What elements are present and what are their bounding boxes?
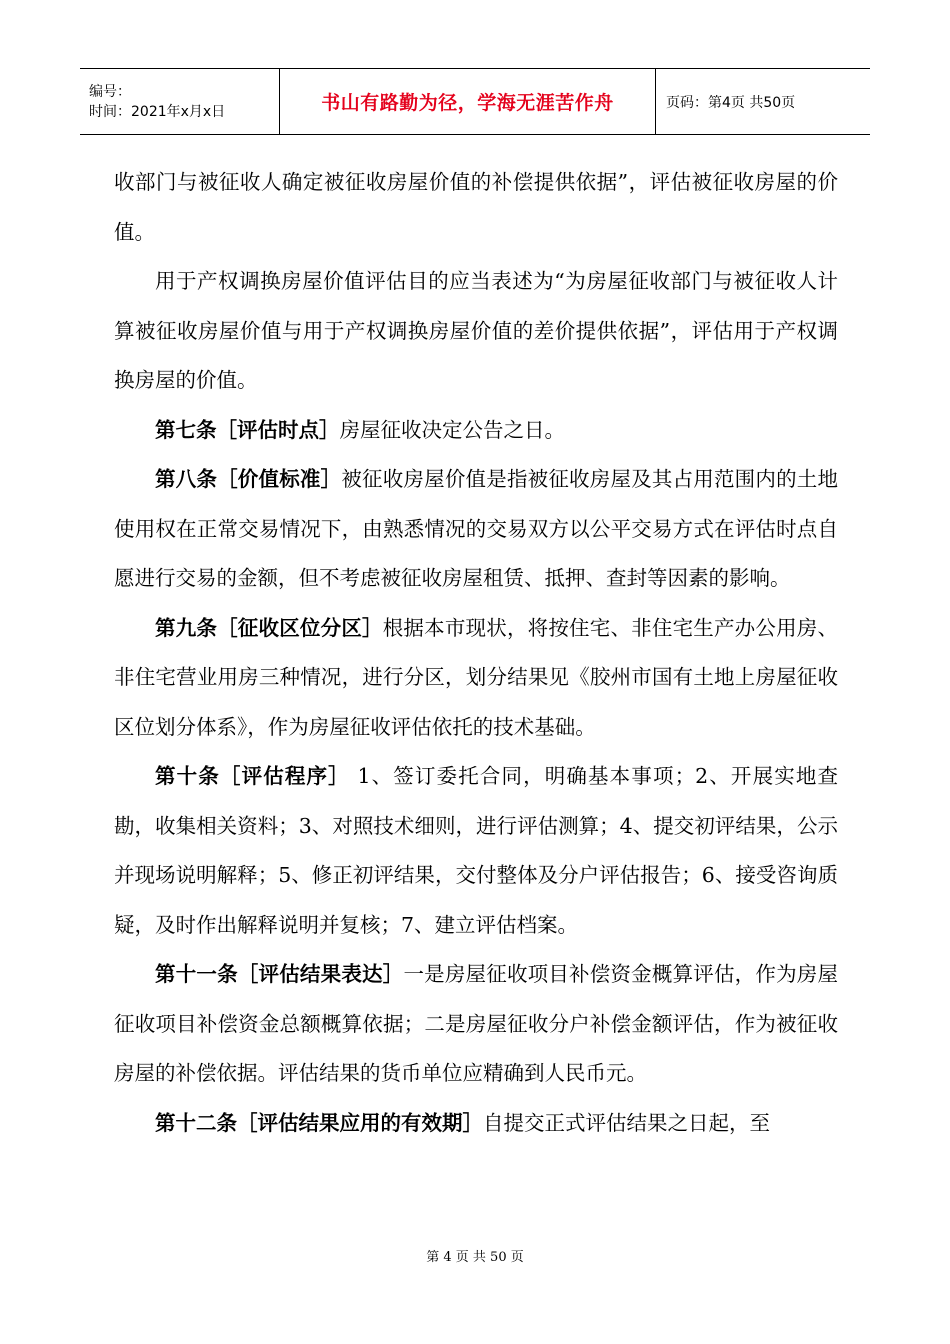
article-heading: 第十一条［评估结果表达］	[155, 962, 404, 986]
paragraph-text: 一是房屋征收项目补偿资金概算评估，作为房屋征收项目补偿资金总额概算依据；二是房屋征收分户补偿金额评估，作为被征收房屋的补偿依据。评估结果的货币单位应精确到人民币元。	[114, 962, 838, 1085]
paragraph	[114, 158, 838, 257]
header-motto: 书山有路勤为径，学海无涯苦作舟	[280, 69, 656, 134]
article-paragraph	[114, 406, 838, 456]
paragraph-text: 收部门与被征收人确定被征收房屋价值的补偿提供依据”，评估被征收房屋的价值。	[114, 170, 838, 244]
header-meta	[80, 69, 280, 134]
page-header	[80, 68, 870, 135]
article-paragraph	[114, 950, 838, 1099]
article-heading: 第十条［评估程序］	[155, 764, 350, 788]
article-heading: 第八条［价值标准］	[155, 467, 342, 491]
article-heading: 第十二条［评估结果应用的有效期］	[155, 1110, 483, 1135]
paragraph-text: 根据本市现状，将按住宅、非住宅生产办公用房、非住宅营业用房三种情况，进行分区，划分结果见《胶州市国有土地上房屋征收区位划分体系》，作为房屋征收评估依托的技术基础。	[114, 615, 838, 739]
document-body	[114, 158, 838, 1148]
header-page-info: 页码：第4页 共50页	[666, 94, 796, 111]
document-number-label: 编号：	[89, 83, 131, 100]
paragraph-text: 被征收房屋价值是指被征收房屋及其占用范围内的土地使用权在正常交易情况下，由熟悉情况的交易双方以公平交易方式在评估时点自愿进行交易的金额，但不考虑被征收房屋租赁、抵押、查封等因素的影响。	[114, 467, 838, 590]
article-paragraph	[114, 455, 838, 604]
paragraph-text: 自提交正式评估结果之日起，至	[483, 1110, 770, 1135]
article-paragraph	[114, 1099, 838, 1149]
article-paragraph	[114, 604, 838, 753]
paragraph	[114, 257, 838, 406]
article-heading: 第九条［征收区位分区］	[155, 615, 383, 640]
article-heading: 第七条［评估时点］	[155, 417, 340, 442]
paragraph-text: 用于产权调换房屋价值评估目的应当表述为“为房屋征收部门与被征收人计算被征收房屋价值与用于产权调换房屋价值的差价提供依据”，评估用于产权调换房屋的价值。	[114, 269, 838, 392]
document-date-label: 时间：2021年x月x日	[89, 103, 226, 120]
paragraph-text: 房屋征收决定公告之日。	[339, 417, 565, 442]
page-footer: 第 4 页 共 50 页	[426, 1250, 524, 1265]
paragraph-text: 1、签订委托合同，明确基本事项；2、开展实地查勘，收集相关资料；3、对照技术细则，进行评估测算；4、提交初评结果，公示并现场说明解释；5、修正初评结果，交付整体及分户评估报告；6、接受咨询质疑，及时作出解释说明并复核；7、建立评估档案。	[114, 764, 838, 937]
article-paragraph	[114, 752, 838, 950]
